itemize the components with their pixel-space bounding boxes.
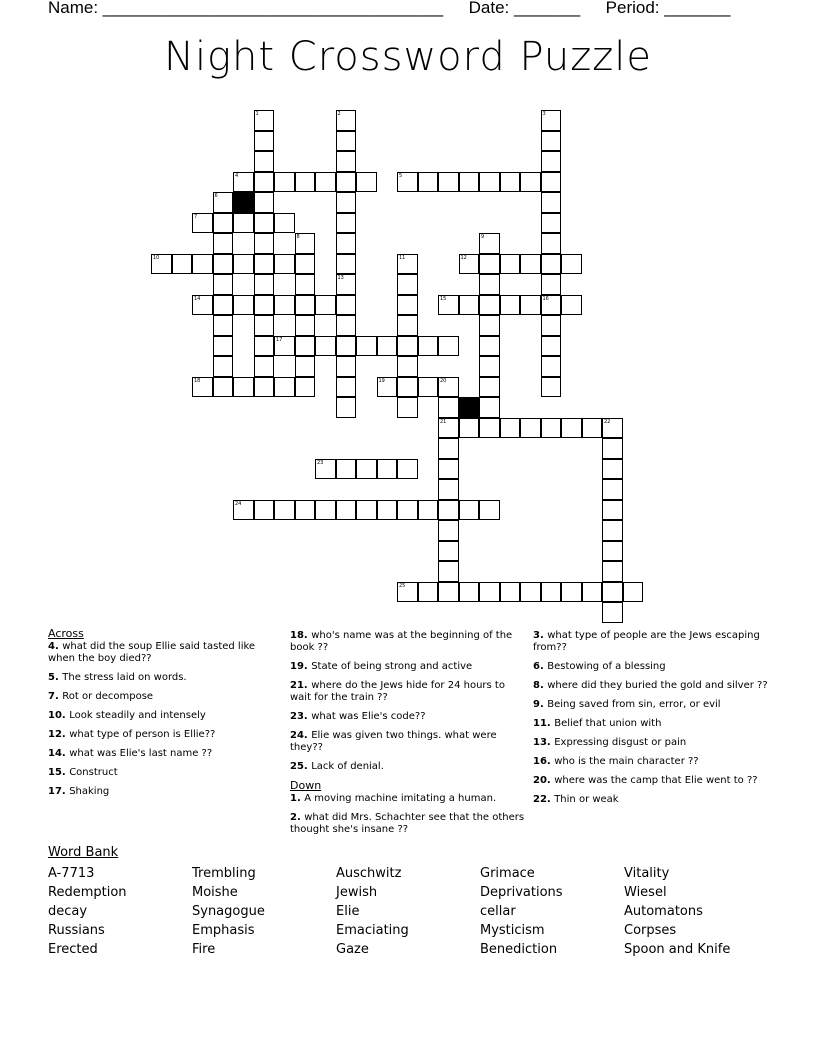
grid-cell[interactable] xyxy=(418,500,439,521)
grid-cell[interactable] xyxy=(541,418,562,439)
grid-cell[interactable] xyxy=(602,520,623,541)
grid-cell[interactable] xyxy=(254,151,275,172)
grid-cell[interactable] xyxy=(336,397,357,418)
word-bank-column xyxy=(192,864,332,959)
grid-cell[interactable] xyxy=(602,582,623,603)
grid-cell[interactable] xyxy=(336,151,357,172)
grid-cell[interactable] xyxy=(541,233,562,254)
grid-cell[interactable] xyxy=(295,500,316,521)
grid-cell[interactable] xyxy=(397,356,418,377)
clue-number: 8. xyxy=(533,680,548,691)
clue-item xyxy=(533,756,768,768)
word-bank-word: Emaciating xyxy=(336,923,409,938)
clue-number: 16. xyxy=(533,756,555,767)
clue-text: what did the soup Ellie said tasted like when the boy died?? xyxy=(48,641,256,664)
grid-cell[interactable] xyxy=(336,459,357,480)
clue-text: what was Elie's code?? xyxy=(311,711,426,722)
grid-cell[interactable] xyxy=(541,151,562,172)
grid-cell[interactable] xyxy=(397,336,418,357)
grid-cell[interactable] xyxy=(295,172,316,193)
word-bank-word: Elie xyxy=(336,904,360,919)
clue-item xyxy=(48,691,283,703)
grid-cell[interactable] xyxy=(479,418,500,439)
cell-number: 9 xyxy=(481,234,485,240)
grid-cell[interactable] xyxy=(459,295,480,316)
grid-cell[interactable] xyxy=(479,254,500,275)
grid-cell[interactable] xyxy=(418,377,439,398)
clue-text: what did Mrs. Schachter see that the others thought she's insane ?? xyxy=(290,812,525,835)
grid-cell[interactable] xyxy=(479,397,500,418)
grid-cell[interactable] xyxy=(602,541,623,562)
clues-column-3 xyxy=(533,630,768,813)
grid-cell[interactable] xyxy=(397,295,418,316)
grid-cell[interactable] xyxy=(274,213,295,234)
grid-cell[interactable] xyxy=(582,418,603,439)
grid-cell[interactable] xyxy=(397,397,418,418)
clue-item xyxy=(290,761,525,773)
grid-cell[interactable] xyxy=(254,377,275,398)
clue-text: The stress laid on words. xyxy=(62,672,187,683)
grid-cell[interactable] xyxy=(541,254,562,275)
cell-number: 23 xyxy=(317,459,324,466)
down-clue-list-continued xyxy=(533,630,768,806)
clue-number: 11. xyxy=(533,718,555,729)
grid-cell[interactable] xyxy=(295,356,316,377)
clue-number: 14. xyxy=(48,748,70,759)
grid-cell[interactable] xyxy=(254,131,275,152)
grid-cell[interactable] xyxy=(213,295,234,316)
cell-number: 12 xyxy=(460,254,467,261)
grid-cell[interactable] xyxy=(479,356,500,377)
grid-cell[interactable] xyxy=(438,520,459,541)
cell-number: 15 xyxy=(440,295,447,302)
clue-number: 19. xyxy=(290,661,312,672)
clue-number: 22. xyxy=(533,794,555,805)
grid-cell[interactable] xyxy=(213,377,234,398)
grid-cell[interactable] xyxy=(479,315,500,336)
clue-item xyxy=(533,680,768,692)
grid-cell[interactable] xyxy=(274,254,295,275)
grid-cell[interactable] xyxy=(336,500,357,521)
grid-cell[interactable] xyxy=(295,295,316,316)
word-bank-word: Wiesel xyxy=(624,885,667,900)
grid-cell[interactable] xyxy=(397,500,418,521)
clue-number: 3. xyxy=(533,630,548,641)
grid-cell[interactable] xyxy=(254,336,275,357)
clue-text: what was Elie's last name ?? xyxy=(69,748,213,759)
grid-cell[interactable] xyxy=(295,336,316,357)
word-bank-word: Grimace xyxy=(480,866,535,881)
grid-cell[interactable] xyxy=(520,295,541,316)
cell-number: 16 xyxy=(542,295,549,302)
clue-text: Shaking xyxy=(69,786,110,797)
grid-cell[interactable] xyxy=(602,438,623,459)
grid-cell[interactable] xyxy=(541,356,562,377)
word-bank-word: Mysticism xyxy=(480,923,545,938)
clue-number: 21. xyxy=(290,680,312,691)
cell-number: 10 xyxy=(153,254,160,261)
grid-cell[interactable] xyxy=(254,254,275,275)
clue-text: Lack of denial. xyxy=(311,761,384,772)
cell-number: 11 xyxy=(399,254,406,261)
word-bank-word: cellar xyxy=(480,904,516,919)
grid-cell[interactable] xyxy=(541,192,562,213)
grid-cell[interactable] xyxy=(336,172,357,193)
grid-cell[interactable] xyxy=(438,561,459,582)
grid-cell[interactable] xyxy=(336,356,357,377)
grid-cell[interactable] xyxy=(254,213,275,234)
grid-cell[interactable] xyxy=(438,582,459,603)
grid-cell[interactable] xyxy=(274,295,295,316)
cell-number: 18 xyxy=(194,377,201,384)
grid-cell[interactable] xyxy=(479,500,500,521)
word-bank-word: Spoon and Knife xyxy=(624,942,731,957)
grid-cell[interactable] xyxy=(315,295,336,316)
grid-cell[interactable] xyxy=(438,336,459,357)
clues-column-1 xyxy=(48,628,283,805)
grid-cell[interactable] xyxy=(602,479,623,500)
clue-number: 6. xyxy=(533,661,548,672)
grid-cell[interactable] xyxy=(459,418,480,439)
grid-cell[interactable] xyxy=(336,336,357,357)
cell-number: 22 xyxy=(604,418,611,425)
cell-number: 19 xyxy=(378,377,385,384)
clue-item xyxy=(48,786,283,798)
grid-cell[interactable] xyxy=(274,500,295,521)
grid-cell[interactable] xyxy=(438,438,459,459)
grid-cell[interactable] xyxy=(356,500,377,521)
cell-number: 1 xyxy=(255,111,259,117)
grid-cell[interactable] xyxy=(520,254,541,275)
grid-cell[interactable] xyxy=(541,377,562,398)
grid-cell[interactable] xyxy=(377,336,398,357)
grid-cell[interactable] xyxy=(438,397,459,418)
clue-text: State of being strong and active xyxy=(311,661,473,672)
clue-number: 13. xyxy=(533,737,555,748)
word-bank-column xyxy=(624,864,764,959)
clue-number: 2. xyxy=(290,812,305,823)
grid-cell[interactable] xyxy=(213,233,234,254)
clue-item xyxy=(290,812,525,836)
grid-cell[interactable] xyxy=(233,295,254,316)
page-title: Night Crossword Puzzle xyxy=(164,34,652,80)
grid-cell[interactable] xyxy=(295,274,316,295)
grid-cell[interactable] xyxy=(397,315,418,336)
grid-cell[interactable] xyxy=(233,377,254,398)
grid-cell[interactable] xyxy=(315,500,336,521)
grid-cell[interactable] xyxy=(438,479,459,500)
grid-cell[interactable] xyxy=(254,172,275,193)
clue-text: Construct xyxy=(69,767,118,778)
clue-number: 15. xyxy=(48,767,70,778)
cell-number: 4 xyxy=(235,172,239,179)
grid-cell[interactable] xyxy=(500,418,521,439)
grid-cell[interactable] xyxy=(336,315,357,336)
word-bank-column xyxy=(336,864,476,959)
grid-cell[interactable] xyxy=(233,254,254,275)
grid-cell[interactable] xyxy=(254,356,275,377)
grid-cell[interactable] xyxy=(602,500,623,521)
grid-cell[interactable] xyxy=(541,172,562,193)
grid-cell[interactable] xyxy=(213,274,234,295)
cell-number: 3 xyxy=(542,111,546,117)
grid-cell[interactable] xyxy=(541,213,562,234)
grid-cell[interactable] xyxy=(213,213,234,234)
clue-number: 24. xyxy=(290,730,312,741)
grid-cell[interactable] xyxy=(602,602,623,623)
grid-cell[interactable] xyxy=(356,459,377,480)
grid-cell[interactable] xyxy=(479,582,500,603)
clue-item xyxy=(48,672,283,684)
grid-cell[interactable] xyxy=(500,582,521,603)
clue-number: 17. xyxy=(48,786,70,797)
word-bank-word: Emphasis xyxy=(192,923,255,938)
clue-item xyxy=(533,794,768,806)
word-bank-word: Synagogue xyxy=(192,904,265,919)
clue-item xyxy=(533,661,768,673)
grid-cell[interactable] xyxy=(336,131,357,152)
grid-cell[interactable] xyxy=(479,336,500,357)
grid-cell[interactable] xyxy=(213,336,234,357)
grid-cell[interactable] xyxy=(295,254,316,275)
clue-item xyxy=(290,711,525,723)
grid-cell[interactable] xyxy=(500,254,521,275)
word-bank-word: decay xyxy=(48,904,88,919)
cell-number: 21 xyxy=(440,418,447,425)
cell-number: 6 xyxy=(214,193,218,199)
word-bank-word: Benediction xyxy=(480,942,558,957)
grid-cell[interactable] xyxy=(602,459,623,480)
grid-cell[interactable] xyxy=(213,254,234,275)
word-bank-word: Vitality xyxy=(624,866,670,881)
cell-number: 8 xyxy=(296,234,300,240)
grid-cell[interactable] xyxy=(254,315,275,336)
word-bank-word: Moishe xyxy=(192,885,238,900)
cell-number: 5 xyxy=(399,172,403,179)
grid-cell[interactable] xyxy=(500,295,521,316)
grid-cell[interactable] xyxy=(500,172,521,193)
clue-item xyxy=(290,630,525,654)
grid-cell[interactable] xyxy=(213,356,234,377)
word-bank-word: Deprivations xyxy=(480,885,563,900)
clue-text: what type of person is Ellie?? xyxy=(69,729,216,740)
grid-cell[interactable] xyxy=(541,336,562,357)
grid-cell[interactable] xyxy=(397,377,418,398)
grid-cell[interactable] xyxy=(438,500,459,521)
clue-number: 25. xyxy=(290,761,312,772)
grid-cell[interactable] xyxy=(377,500,398,521)
grid-cell[interactable] xyxy=(541,582,562,603)
clue-number: 1. xyxy=(290,793,305,804)
grid-cell[interactable] xyxy=(274,377,295,398)
clue-item xyxy=(290,730,525,754)
clue-text: Bestowing of a blessing xyxy=(547,661,666,672)
grid-cell[interactable] xyxy=(520,172,541,193)
grid-cell[interactable] xyxy=(356,172,377,193)
grid-cell[interactable] xyxy=(479,295,500,316)
across-clue-list xyxy=(48,641,283,798)
clue-item xyxy=(290,793,525,805)
clue-number: 9. xyxy=(533,699,548,710)
clue-text: Being saved from sin, error, or evil xyxy=(547,699,721,710)
grid-cell[interactable] xyxy=(459,172,480,193)
grid-cell[interactable] xyxy=(541,131,562,152)
down-clue-list xyxy=(290,793,525,836)
grid-cell[interactable] xyxy=(520,418,541,439)
grid-cell[interactable] xyxy=(397,459,418,480)
grid-cell[interactable] xyxy=(541,274,562,295)
grid-cell[interactable] xyxy=(233,213,254,234)
grid-cell[interactable] xyxy=(254,274,275,295)
grid-cell[interactable] xyxy=(377,459,398,480)
grid-cell[interactable] xyxy=(438,459,459,480)
clue-text: who's name was at the beginning of the book ?? xyxy=(290,630,513,653)
word-bank-word: A-7713 xyxy=(48,866,95,881)
grid-cell[interactable] xyxy=(192,254,213,275)
word-bank-column xyxy=(48,864,188,959)
grid-cell[interactable] xyxy=(561,582,582,603)
clue-item xyxy=(48,710,283,722)
grid-cell[interactable] xyxy=(582,582,603,603)
clue-text: Belief that union with xyxy=(554,718,662,729)
word-bank-word: Russians xyxy=(48,923,105,938)
black-cell xyxy=(459,397,480,418)
grid-cell[interactable] xyxy=(623,582,644,603)
grid-cell[interactable] xyxy=(172,254,193,275)
grid-cell[interactable] xyxy=(254,500,275,521)
grid-cell[interactable] xyxy=(561,295,582,316)
clue-item xyxy=(533,775,768,787)
clue-text: Expressing disgust or pain xyxy=(554,737,687,748)
word-bank-word: Trembling xyxy=(192,866,256,881)
black-cell xyxy=(233,192,254,213)
clue-item xyxy=(290,680,525,704)
grid-cell[interactable] xyxy=(254,295,275,316)
grid-cell[interactable] xyxy=(438,541,459,562)
clue-item xyxy=(533,699,768,711)
grid-cell[interactable] xyxy=(274,172,295,193)
clue-text: where was the camp that Elie went to ?? xyxy=(554,775,758,786)
across-heading: Across xyxy=(48,627,84,640)
across-clue-list-continued xyxy=(290,630,525,773)
grid-cell[interactable] xyxy=(213,315,234,336)
grid-cell[interactable] xyxy=(479,172,500,193)
grid-cell[interactable] xyxy=(397,274,418,295)
clue-number: 18. xyxy=(290,630,312,641)
word-bank-word: Erected xyxy=(48,942,98,957)
clue-text: where did they buried the gold and silver ?? xyxy=(547,680,768,691)
grid-cell[interactable] xyxy=(356,336,377,357)
word-bank-word: Auschwitz xyxy=(336,866,402,881)
period-field[interactable]: Period: _______ xyxy=(605,0,731,17)
clue-number: 4. xyxy=(48,641,63,652)
grid-cell[interactable] xyxy=(418,336,439,357)
grid-cell[interactable] xyxy=(459,582,480,603)
grid-cell[interactable] xyxy=(336,233,357,254)
cell-number: 2 xyxy=(337,111,341,117)
clue-number: 20. xyxy=(533,775,555,786)
clue-text: A moving machine imitating a human. xyxy=(304,793,497,804)
grid-cell[interactable] xyxy=(459,500,480,521)
cell-number: 17 xyxy=(276,336,283,343)
word-bank-word: Automatons xyxy=(624,904,703,919)
grid-cell[interactable] xyxy=(418,582,439,603)
clue-text: what type of people are the Jews escaping from?? xyxy=(533,630,760,653)
grid-cell[interactable] xyxy=(561,418,582,439)
cell-number: 7 xyxy=(194,213,198,220)
cell-number: 14 xyxy=(194,295,201,302)
grid-cell[interactable] xyxy=(479,274,500,295)
grid-cell[interactable] xyxy=(315,172,336,193)
clue-item xyxy=(48,729,283,741)
clue-number: 23. xyxy=(290,711,312,722)
clue-text: Look steadily and intensely xyxy=(69,710,206,721)
down-heading: Down xyxy=(290,779,322,792)
clue-text: who is the main character ?? xyxy=(554,756,699,767)
word-bank-word: Corpses xyxy=(624,923,677,938)
clue-number: 5. xyxy=(48,672,63,683)
clue-number: 12. xyxy=(48,729,70,740)
word-bank-title: Word Bank xyxy=(48,845,119,860)
grid-cell[interactable] xyxy=(336,254,357,275)
clue-number: 10. xyxy=(48,710,70,721)
grid-cell[interactable] xyxy=(561,254,582,275)
grid-cell[interactable] xyxy=(602,561,623,582)
clue-item xyxy=(48,748,283,760)
clue-text: where do the Jews hide for 24 hours to wait for the train ?? xyxy=(290,680,505,703)
grid-cell[interactable] xyxy=(315,336,336,357)
clues-column-2 xyxy=(290,630,525,843)
grid-cell[interactable] xyxy=(336,213,357,234)
grid-cell[interactable] xyxy=(336,295,357,316)
word-bank-word: Fire xyxy=(192,942,216,957)
grid-cell[interactable] xyxy=(295,315,316,336)
grid-cell[interactable] xyxy=(541,315,562,336)
clue-item xyxy=(290,661,525,673)
cell-number: 13 xyxy=(337,275,344,281)
date-field[interactable]: Date: _______ xyxy=(468,0,581,17)
clue-item xyxy=(48,767,283,779)
word-bank-word: Gaze xyxy=(336,942,369,957)
word-bank-word: Redemption xyxy=(48,885,127,900)
clue-item xyxy=(48,641,283,665)
grid-cell[interactable] xyxy=(295,377,316,398)
grid-cell[interactable] xyxy=(254,192,275,213)
clue-text: Thin or weak xyxy=(554,794,619,805)
clue-text: Elie was given two things. what were they?? xyxy=(290,730,497,753)
clue-number: 7. xyxy=(48,691,63,702)
grid-cell[interactable] xyxy=(418,172,439,193)
clue-item xyxy=(533,737,768,749)
grid-cell[interactable] xyxy=(254,233,275,254)
cell-number: 24 xyxy=(235,500,242,507)
grid-cell[interactable] xyxy=(520,582,541,603)
clue-item xyxy=(533,630,768,654)
grid-cell[interactable] xyxy=(479,377,500,398)
name-field[interactable]: Name: ____________________________________ xyxy=(48,0,444,17)
word-bank-word: Jewish xyxy=(336,885,378,900)
cell-number: 25 xyxy=(399,582,406,589)
grid-cell[interactable] xyxy=(336,377,357,398)
word-bank-column xyxy=(480,864,620,959)
cell-number: 20 xyxy=(440,377,447,384)
grid-cell[interactable] xyxy=(438,172,459,193)
clue-item xyxy=(533,718,768,730)
clue-text: Rot or decompose xyxy=(62,691,154,702)
grid-cell[interactable] xyxy=(336,192,357,213)
